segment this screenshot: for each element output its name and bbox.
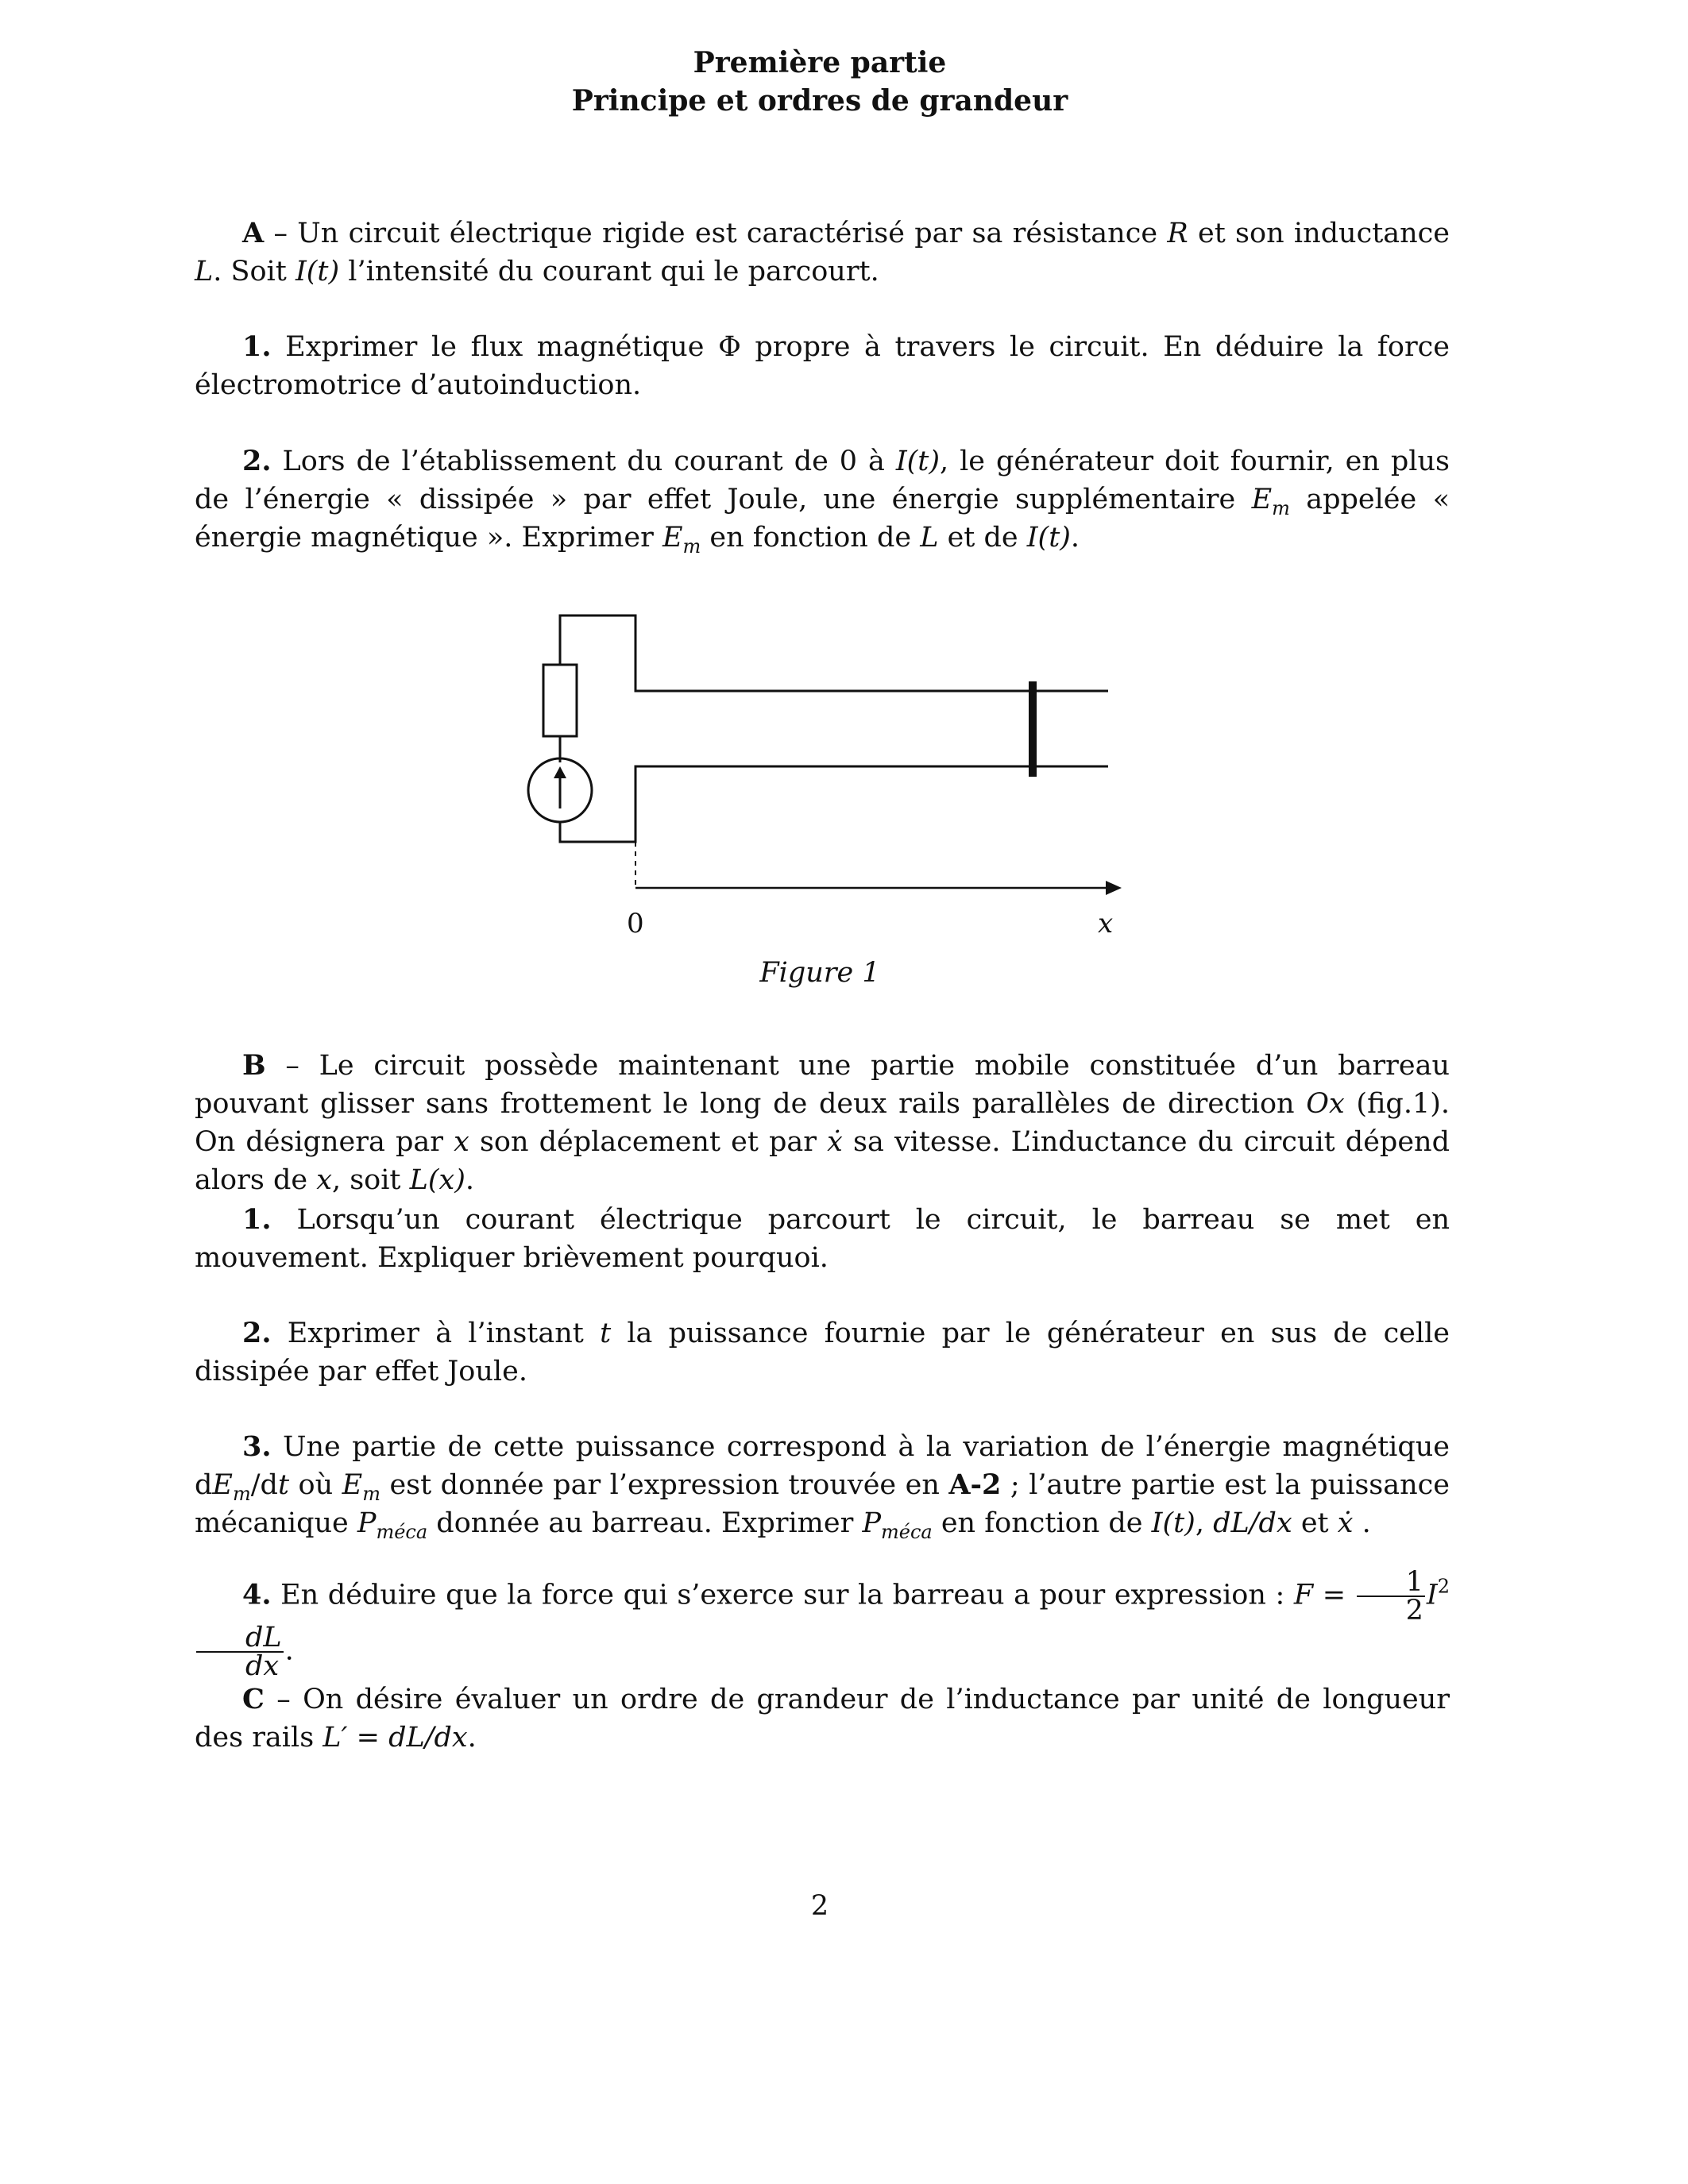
fraction-dl-dx: $\frac{dL}{dx}$: [196, 1624, 284, 1680]
page-header: [0, 44, 1640, 120]
question-b3: 3. Une partie de cette puissance correspond à la variation de l’énergie magnétique $dE_m/dt$ où $E_m$ est donnée par l’expression trouvée en A-2 ; l’autre partie est la puissance mécanique $P_{méca}$ donnée au barreau. Exprimer $P_{méca}$ en fonction de I(t), dL/dx et ẋ .: [195, 1430, 1450, 1543]
section-c-intro: C – On désire évaluer un ordre de grandeur de l’inductance par unité de longueur des rails L′ = dL/dx.: [195, 1683, 1450, 1754]
section-a-intro: A – Un circuit électrique rigide est caractérisé par sa résistance R et son inductance L. Soit I(t) l’intensité du courant qui le parcourt.: [195, 217, 1450, 287]
origin-label: 0: [627, 908, 644, 940]
fraction-one-half: $\frac{1}{2}$: [1357, 1569, 1425, 1624]
source-arrow-head: [554, 766, 566, 778]
circuit-figure: [508, 604, 1128, 945]
section-c-label: C: [242, 1683, 265, 1715]
question-b1: 1. Lorsqu’un courant électrique parcourt le circuit, le barreau se met en mouvement. Expliquer brièvement pourquoi.: [195, 1203, 1450, 1274]
resistor: [543, 665, 577, 736]
x-axis-arrowhead: [1106, 881, 1122, 895]
page-number: 2: [810, 1890, 829, 1922]
question-b4: 4. En déduire que la force qui s’exerce sur la barreau a pour expression : F = $\frac{1}{2}$ $I^2$ $\frac{dL}{dx}$ .: [195, 1569, 1450, 1680]
x-axis-label: x: [1098, 908, 1114, 940]
question-a1: 1. Exprimer le flux magnétique Φ propre à travers le circuit. En déduire la force électromotrice d’autoinduction.: [195, 330, 1450, 401]
sliding-bar: [1029, 681, 1037, 777]
top-wire: [560, 615, 1108, 691]
section-b-intro: B – Le circuit possède maintenant une partie mobile constituée d’un barreau pouvant glisser sans frottement le long de deux rails parallèles de direction Ox (fig.1). On désignera par x son déplacement et par ẋ sa vitesse. L’inductance du circuit dépend alors de x, soit L(x).: [195, 1049, 1450, 1196]
section-b-label: B: [242, 1049, 266, 1082]
bottom-wire: [560, 766, 1108, 842]
section-a-label: A: [242, 217, 265, 249]
figure-caption: Figure 1: [759, 957, 880, 989]
question-b2: 2. Exprimer à l’instant t la puissance fournie par le générateur en sus de celle dissipée par effet Joule.: [195, 1317, 1450, 1387]
question-a2: 2. Lors de l’établissement du courant de 0 à I(t), le générateur doit fournir, en plus de l’énergie « dissipée » par effet Joule, une énergie supplémentaire $E_m$ appelée « énergie magnétique ». Exprimer $E_m$ en fonction de L et de I(t).: [195, 445, 1450, 558]
part-title: Première partie: [693, 46, 947, 79]
part-subtitle: Principe et ordres de grandeur: [571, 84, 1068, 118]
